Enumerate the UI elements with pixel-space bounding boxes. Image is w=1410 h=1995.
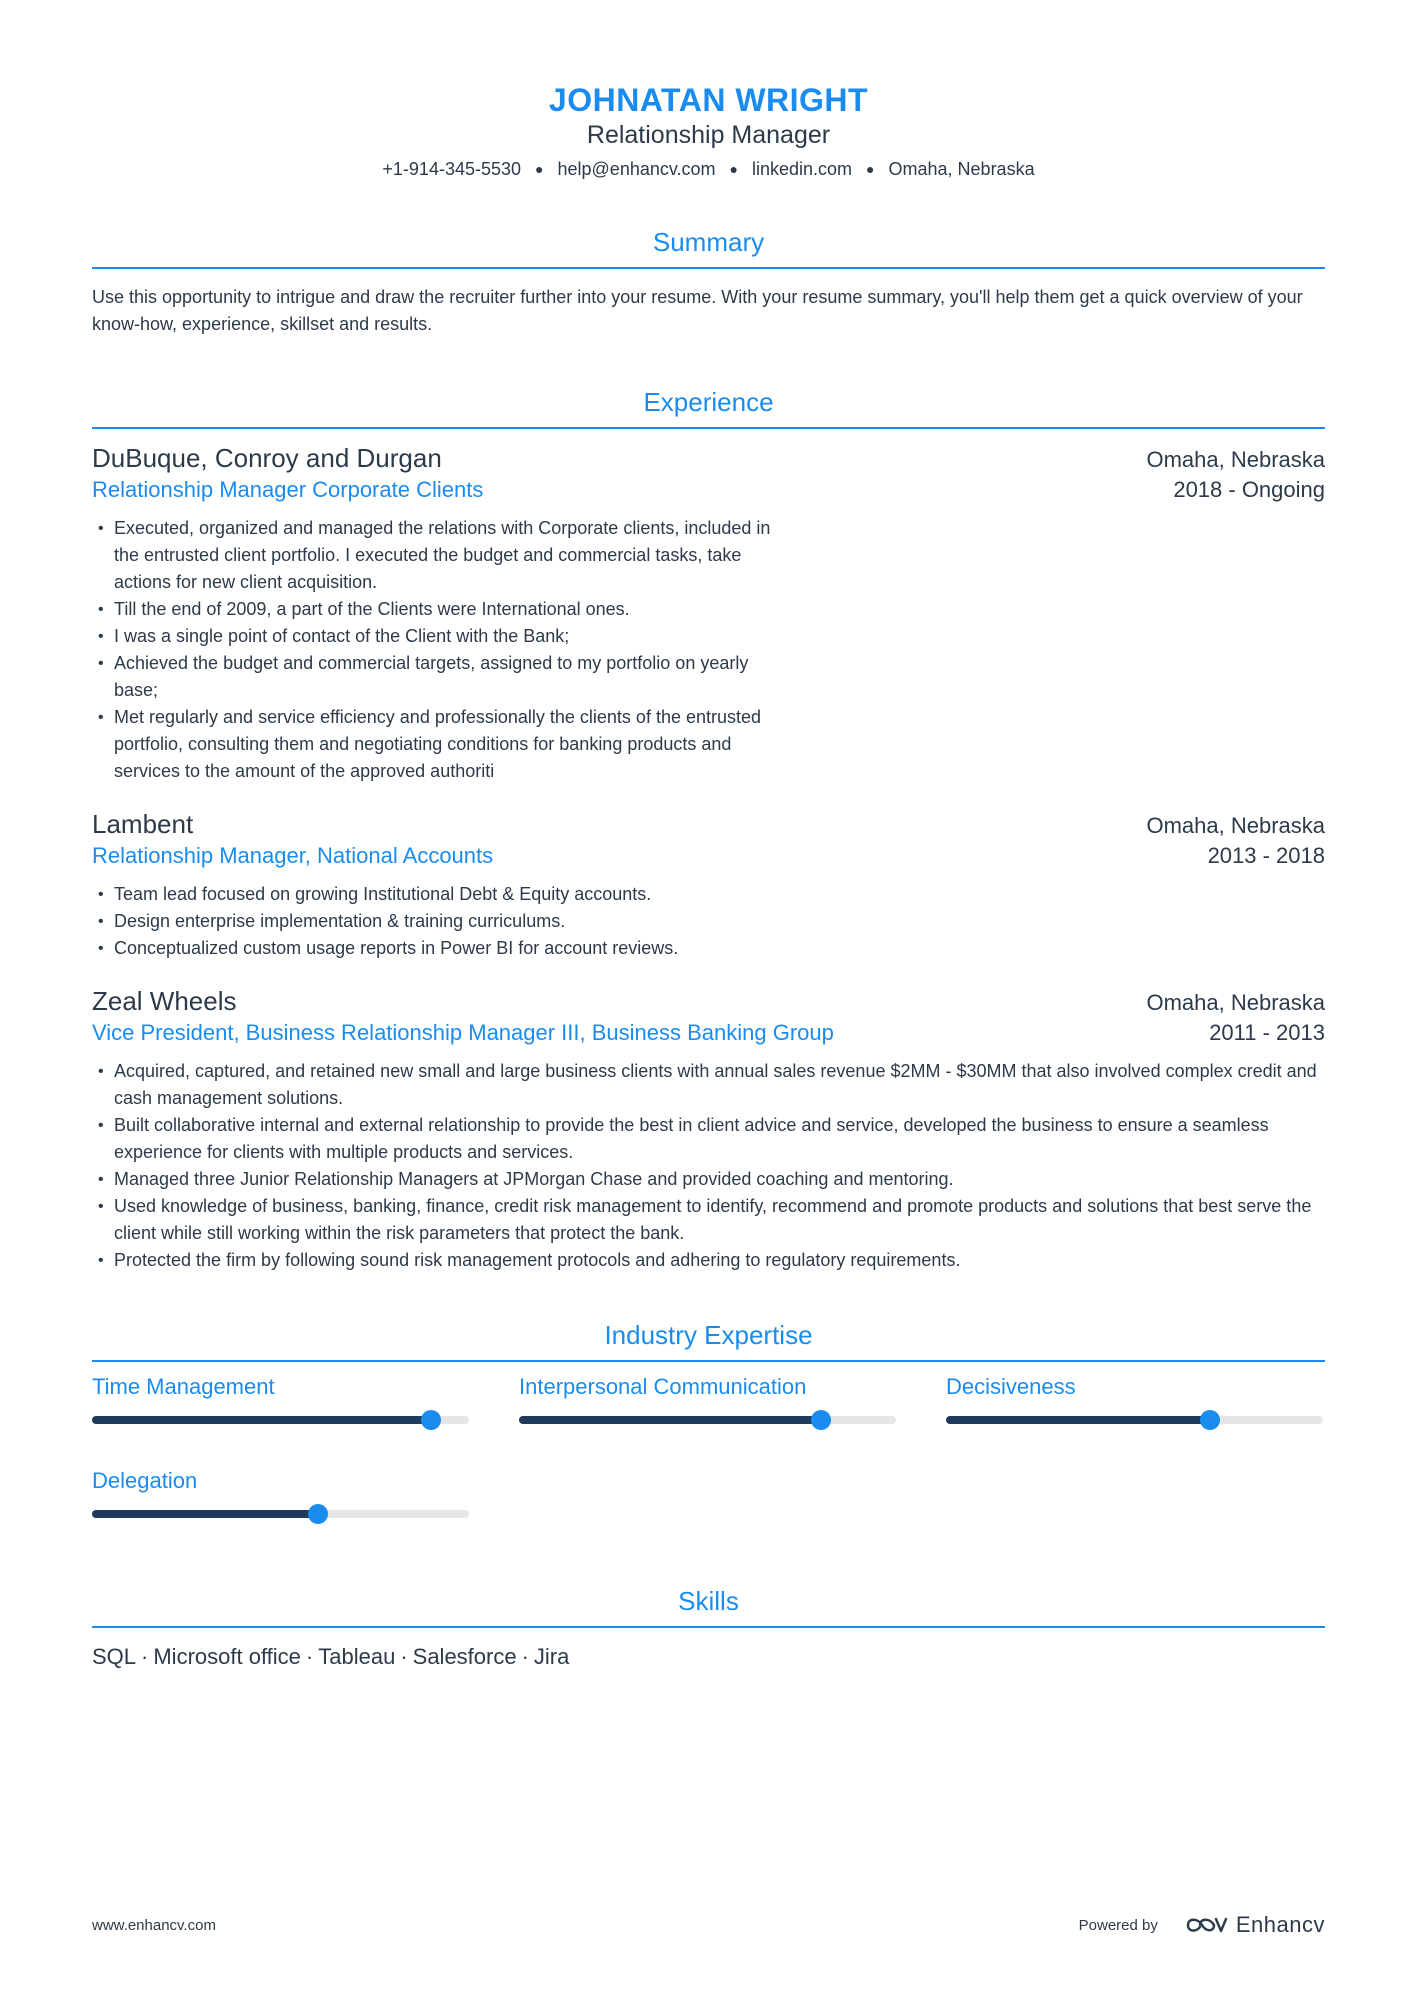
job-entry [92, 984, 1325, 1274]
section-divider [92, 1360, 1325, 1362]
skill-tag: Salesforce [412, 1644, 517, 1669]
bullet-item: • Achieved the budget and commercial targets, assigned to my portfolio on yearly base; [92, 650, 772, 704]
section-title-expertise: Industry Expertise [604, 1320, 813, 1350]
bullet-item: • Executed, organized and managed the relations with Corporate clients, included in the entrusted client portfolio. I executed the budget and commercial tasks, take actions for new client acquisition. [92, 515, 772, 596]
expertise-bar-knob [421, 1410, 441, 1430]
phone: +1-914-345-5530 [382, 159, 522, 179]
job-entry [92, 807, 1325, 962]
skill-tag: Jira [533, 1644, 570, 1669]
contact-info [92, 156, 1325, 182]
summary-section [92, 225, 1325, 338]
skill-separator: · [141, 1644, 149, 1669]
expertise-grid [92, 1372, 1325, 1560]
separator-dot: ● [729, 161, 738, 177]
experience-section [92, 385, 1325, 1274]
job-dates: 2018 - Ongoing [1173, 477, 1325, 502]
expertise-bar-knob [1200, 1410, 1220, 1430]
skill-separator: · [400, 1644, 408, 1669]
expertise-bar [92, 1416, 469, 1424]
expertise-section [92, 1318, 1325, 1560]
separator-dot: ● [866, 161, 875, 177]
job-entry [92, 441, 1325, 785]
job-title: Vice President, Business Relationship Manager III, Business Banking Group [92, 1020, 834, 1045]
location: Omaha, Nebraska [888, 159, 1035, 179]
skill-tag: Microsoft office [153, 1644, 301, 1669]
company-name: DuBuque, Conroy and Durgan [92, 443, 442, 473]
skills-list [92, 1642, 1325, 1672]
enhancv-logo-icon [1184, 1914, 1228, 1936]
candidate-role: Relationship Manager [586, 121, 831, 149]
bullet-item: • Conceptualized custom usage reports in Power BI for account reviews. [92, 935, 1325, 962]
footer-url[interactable]: www.enhancv.com [92, 1916, 216, 1934]
bullet-item: • Managed three Junior Relationship Managers at JPMorgan Chase and provided coaching and mentoring. [92, 1166, 1325, 1193]
summary-text: Use this opportunity to intrigue and draw the recruiter further into your resume. With your resume summary, you'll help them get a quick overview of your know-how, experience, skillset and results. [92, 287, 1303, 334]
section-title-summary: Summary [652, 227, 765, 257]
separator-dot: ● [535, 161, 544, 177]
expertise-item [519, 1372, 896, 1466]
section-title-skills: Skills [678, 1586, 739, 1616]
job-location: Omaha, Nebraska [1146, 990, 1325, 1015]
email[interactable]: help@enhancv.com [557, 159, 716, 179]
expertise-item [92, 1372, 469, 1466]
section-divider [92, 1626, 1325, 1628]
resume-header [92, 0, 1325, 182]
candidate-name: JOHNATAN WRIGHT [548, 82, 869, 118]
company-name: Zeal Wheels [92, 986, 237, 1016]
powered-by-label: Powered by [1078, 1916, 1158, 1934]
skill-tag: Tableau [318, 1644, 396, 1669]
resume-page [92, 0, 1325, 1672]
expertise-bar-fill [92, 1416, 431, 1424]
brand-name: Enhancv [1235, 1912, 1325, 1937]
expertise-bar-knob [308, 1504, 328, 1524]
job-dates: 2011 - 2013 [1209, 1020, 1325, 1045]
page-footer [92, 1912, 1325, 1938]
linkedin[interactable]: linkedin.com [752, 159, 853, 179]
bullet-item: • Team lead focused on growing Institutional Debt & Equity accounts. [92, 881, 1325, 908]
expertise-name: Decisiveness [946, 1374, 1076, 1399]
skills-section [92, 1584, 1325, 1672]
expertise-name: Time Management [92, 1374, 275, 1399]
expertise-bar [92, 1510, 469, 1518]
expertise-name: Delegation [92, 1468, 198, 1493]
job-location: Omaha, Nebraska [1146, 813, 1325, 838]
job-location: Omaha, Nebraska [1146, 447, 1325, 472]
job-bullets [92, 1058, 1325, 1274]
expertise-bar [946, 1416, 1323, 1424]
expertise-item [946, 1372, 1323, 1466]
section-title-experience: Experience [643, 387, 774, 417]
expertise-name: Interpersonal Communication [519, 1374, 807, 1399]
powered-by [1079, 1912, 1325, 1938]
job-bullets [92, 515, 772, 785]
expertise-bar-fill [946, 1416, 1210, 1424]
bullet-item: • I was a single point of contact of the Client with the Bank; [92, 623, 772, 650]
section-divider [92, 267, 1325, 269]
expertise-bar [519, 1416, 896, 1424]
job-dates: 2013 - 2018 [1207, 843, 1325, 868]
job-bullets [92, 881, 1325, 962]
bullet-item: • Design enterprise implementation & training curriculums. [92, 908, 1325, 935]
job-title: Relationship Manager Corporate Clients [92, 477, 484, 502]
expertise-bar-knob [811, 1410, 831, 1430]
skill-separator: · [521, 1644, 529, 1669]
bullet-item: • Used knowledge of business, banking, finance, credit risk management to identify, recommend and promote products and solutions that best serve the client while still working within the risk parameters that protect the bank. [92, 1193, 1325, 1247]
expertise-item [92, 1466, 469, 1560]
brand-logo[interactable] [1184, 1912, 1325, 1938]
skill-tag: SQL [92, 1644, 137, 1669]
company-name: Lambent [92, 809, 194, 839]
bullet-item: • Acquired, captured, and retained new small and large business clients with annual sales revenue $2MM - $30MM that also involved complex credit and cash management solutions. [92, 1058, 1325, 1112]
bullet-item: • Protected the firm by following sound risk management protocols and adhering to regulatory requirements. [92, 1247, 1325, 1274]
skill-separator: · [305, 1644, 314, 1669]
bullet-item: • Met regularly and service efficiency and professionally the clients of the entrusted portfolio, consulting them and negotiating conditions for banking products and services to the amount of the approved authoriti [92, 704, 772, 785]
bullet-item: • Till the end of 2009, a part of the Clients were International ones. [92, 596, 772, 623]
expertise-bar-fill [92, 1510, 318, 1518]
job-title: Relationship Manager, National Accounts [92, 843, 494, 868]
bullet-item: • Built collaborative internal and external relationship to provide the best in client advice and service, developed the business to ensure a seamless experience for clients with multiple products and services. [92, 1112, 1325, 1166]
section-divider [92, 427, 1325, 429]
expertise-bar-fill [519, 1416, 821, 1424]
